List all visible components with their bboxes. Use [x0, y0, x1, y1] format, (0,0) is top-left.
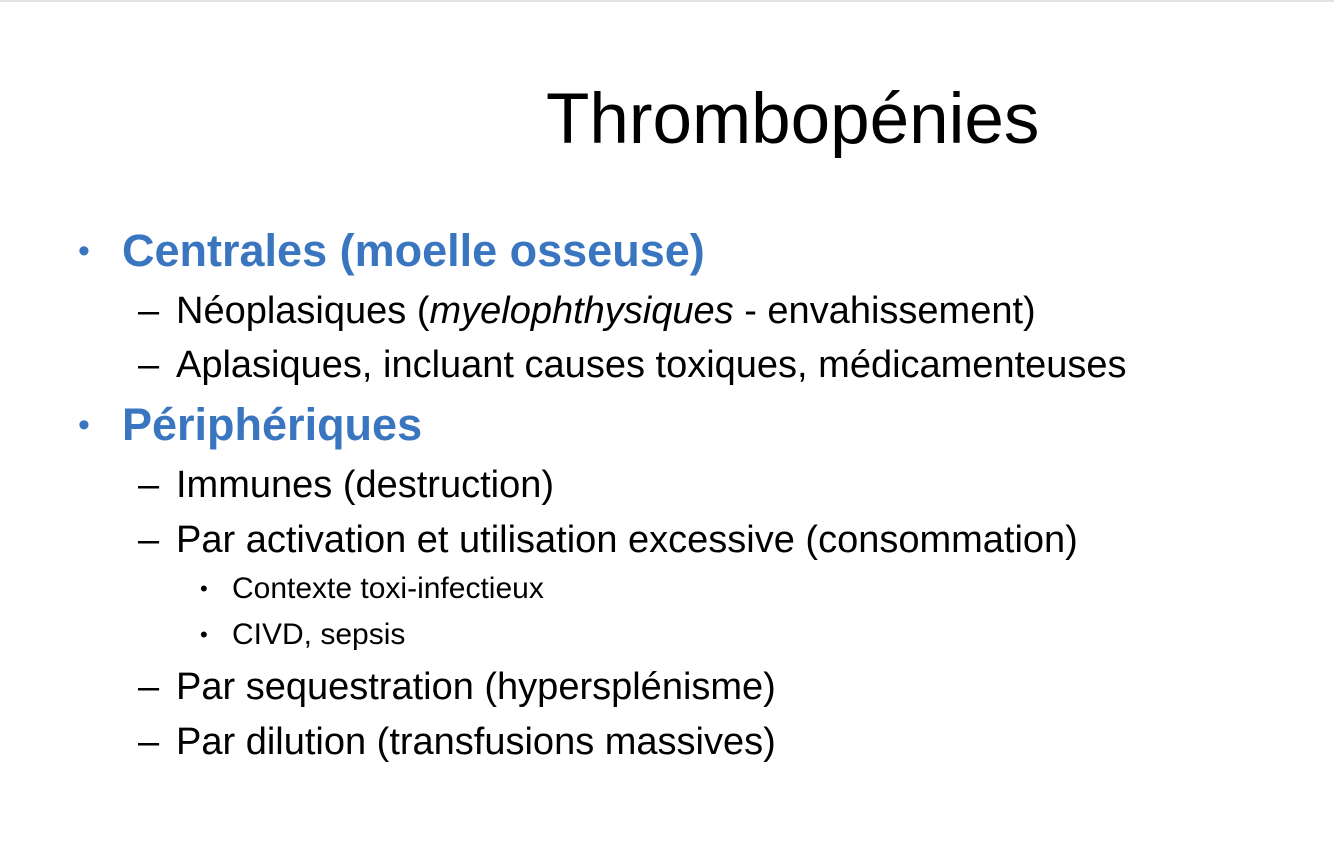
list-item-italic-text: myelophthysiques: [429, 290, 734, 332]
dash-icon: –: [138, 290, 160, 332]
list-item-neoplasiques: [176, 288, 1036, 334]
list-item-immunes: Immunes (destruction): [176, 464, 555, 506]
sub-bullet-icon: •: [200, 622, 208, 647]
dash-icon: –: [138, 721, 160, 763]
sub-list-item-contexte: Contexte toxi-infectieux: [232, 572, 544, 605]
section-heading-centrales: Centrales (moelle osseuse): [122, 225, 705, 276]
list-item-text: Néoplasiques (: [176, 290, 430, 332]
list-item-activation: Par activation et utilisation excessive (consommation): [176, 519, 1078, 561]
list-item-dilution: Par dilution (transfusions massives): [176, 721, 776, 763]
list-item-text: - envahissement): [733, 290, 1036, 332]
dash-icon: –: [138, 344, 160, 386]
dash-icon: –: [138, 666, 160, 708]
slide-title: Thrombopénies: [546, 80, 1040, 159]
bullet-icon: •: [78, 232, 90, 270]
dash-icon: –: [138, 464, 160, 506]
list-item-sequestration: Par sequestration (hypersplénisme): [176, 666, 776, 708]
bullet-icon: •: [78, 406, 90, 444]
section-heading-peripheriques: Périphériques: [122, 399, 423, 450]
sub-list-item-civd: CIVD, sepsis: [232, 618, 406, 651]
list-item-aplasiques: Aplasiques, incluant causes toxiques, médicamenteuses: [176, 344, 1127, 386]
dash-icon: –: [138, 519, 160, 561]
sub-bullet-icon: •: [200, 576, 208, 601]
